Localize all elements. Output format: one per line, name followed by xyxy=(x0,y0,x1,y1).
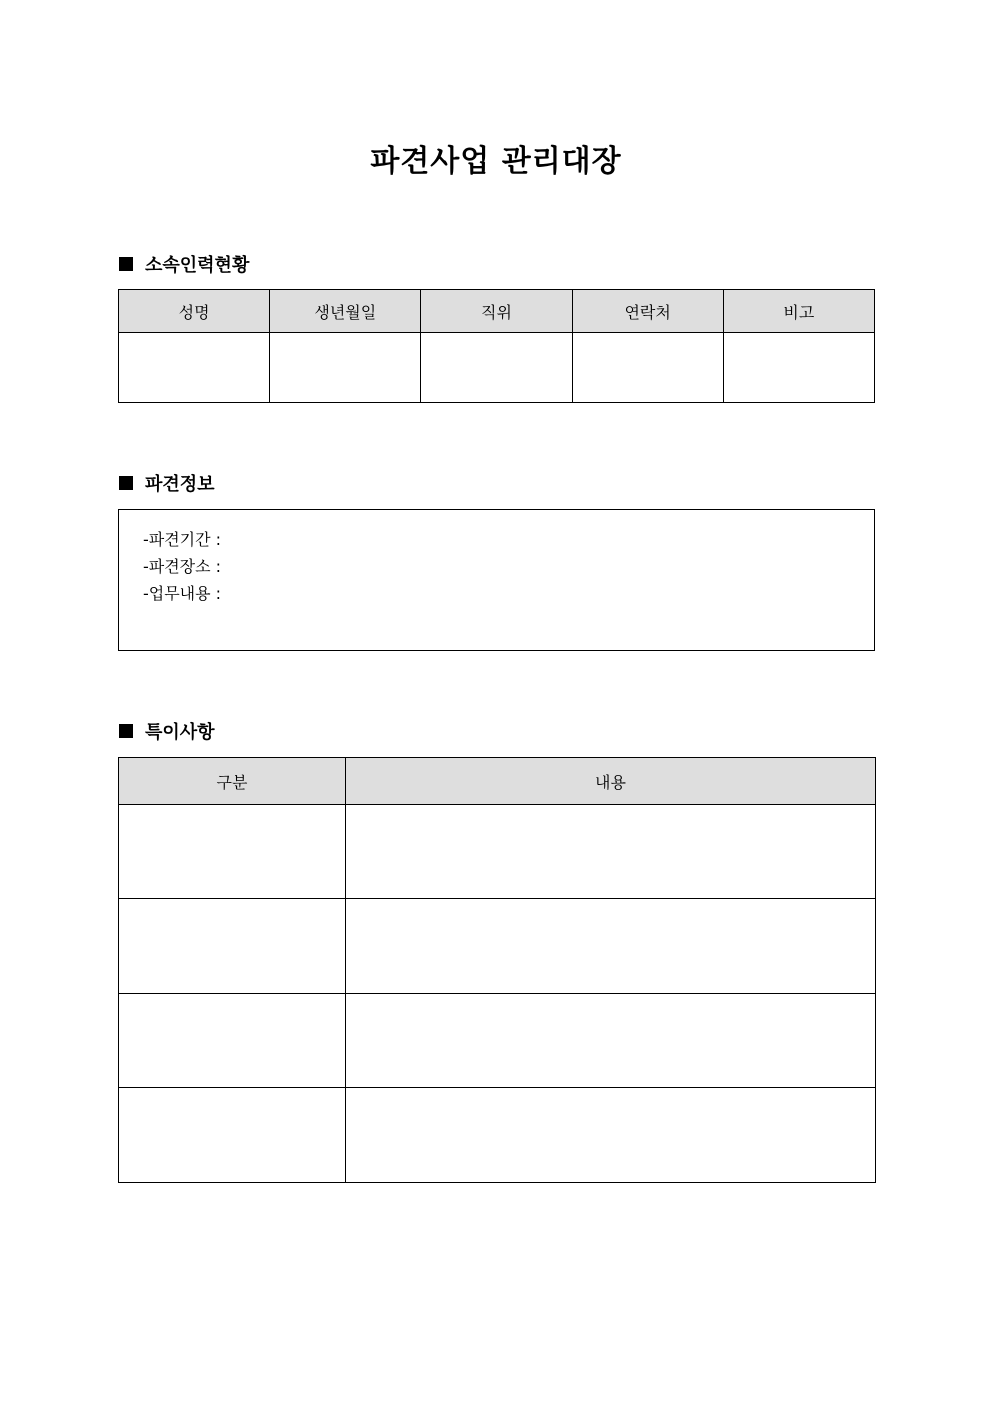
personnel-row xyxy=(119,333,875,403)
personnel-section-title: 소속인력현황 xyxy=(145,255,250,276)
contact-cell[interactable] xyxy=(572,333,723,403)
content-cell[interactable] xyxy=(346,1088,876,1183)
notes-table xyxy=(118,757,876,1183)
notes-row xyxy=(119,805,876,899)
content-cell[interactable] xyxy=(346,994,876,1088)
document-title: 파견사업 관리대장 xyxy=(370,144,622,179)
dispatch-info-box[interactable] xyxy=(118,509,875,651)
personnel-section-heading xyxy=(119,251,249,277)
notes-header-row xyxy=(119,758,876,805)
name-cell[interactable] xyxy=(119,333,270,403)
dispatch-duties-line: -업무내용 : xyxy=(143,584,222,603)
square-bullet-icon xyxy=(119,257,133,271)
square-bullet-icon xyxy=(119,476,133,490)
dispatch-section-heading xyxy=(119,470,215,496)
content-cell[interactable] xyxy=(346,805,876,899)
remarks-cell[interactable] xyxy=(723,333,874,403)
content-cell[interactable] xyxy=(346,899,876,994)
category-cell[interactable] xyxy=(119,899,346,994)
notes-section-heading xyxy=(119,718,215,744)
personnel-table xyxy=(118,289,875,403)
category-cell[interactable] xyxy=(119,994,346,1088)
notes-row xyxy=(119,1088,876,1183)
square-bullet-icon xyxy=(119,724,133,738)
column-header-content: 내용 xyxy=(346,758,876,805)
column-header-category: 구분 xyxy=(119,758,346,805)
category-cell[interactable] xyxy=(119,1088,346,1183)
dispatch-location-line: -파견장소 : xyxy=(143,557,222,576)
notes-section-title: 특이사항 xyxy=(145,722,215,743)
dispatch-section-title: 파견정보 xyxy=(145,474,215,495)
column-header-name: 성명 xyxy=(119,290,270,333)
notes-row xyxy=(119,899,876,994)
column-header-position: 직위 xyxy=(421,290,572,333)
personnel-header-row xyxy=(119,290,875,333)
column-header-birthdate: 생년월일 xyxy=(270,290,421,333)
column-header-contact: 연락처 xyxy=(572,290,723,333)
position-cell[interactable] xyxy=(421,333,572,403)
column-header-remarks: 비고 xyxy=(723,290,874,333)
birthdate-cell[interactable] xyxy=(270,333,421,403)
dispatch-period-line: -파견기간 : xyxy=(143,530,222,549)
notes-row xyxy=(119,994,876,1088)
category-cell[interactable] xyxy=(119,805,346,899)
